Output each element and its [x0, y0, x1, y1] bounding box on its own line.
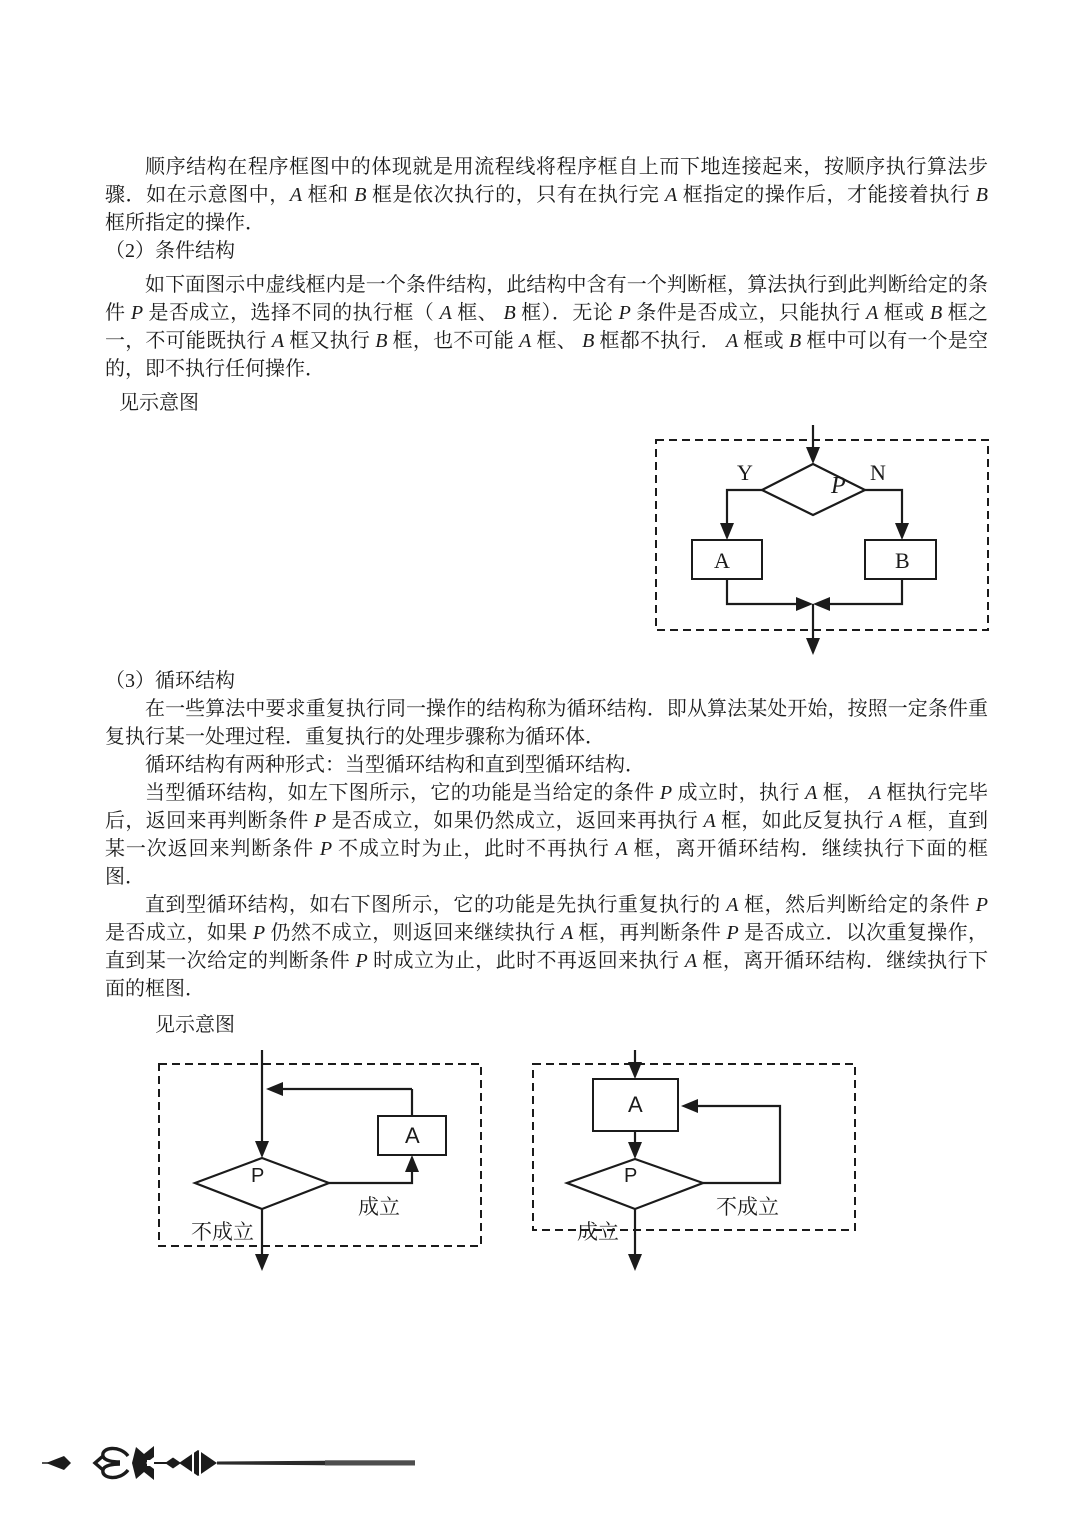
see-diagram-caption-2: 见示意图: [155, 1014, 235, 1036]
process-box-a-label: A: [628, 1092, 643, 1117]
decision-diamond: [762, 464, 865, 515]
yes-branch-arrowhead-icon: [720, 523, 734, 540]
decision-label-p: P: [831, 473, 846, 499]
branch-label-no: N: [870, 460, 886, 485]
footer-ornament: [40, 1440, 420, 1486]
entry-arrowhead-icon: [628, 1062, 642, 1079]
decision-label-p: P: [251, 1165, 265, 1187]
while-loop-flowchart: [125, 1042, 495, 1282]
paragraph-conditional-structure: 如下面图示中虚线框内是一个条件结构，此结构中含有一个判断框，算法执行到此判断给定的条件 P 是否成立，选择不同的执行框（ A 框、 B 框）．无论 P 条件是否成立，只能执行 A 框或 B 框之一，不可能既执行 A 框又执行 B 框，也不可能 A 框、 B 框都不执行． A 框或 B 框中可以有一个是空的，即不执行任何操作．: [105, 274, 989, 380]
heading-loop-structure: （3）循环结构: [105, 670, 235, 692]
entry-arrowhead-icon: [806, 447, 820, 464]
loop-back-arrowhead-icon: [681, 1099, 698, 1113]
exit-arrowhead-icon: [806, 638, 820, 655]
ornament-crown-notch: [147, 1460, 154, 1466]
loop-back-flowline: [696, 1106, 780, 1183]
b-merge-arrowhead-icon: [813, 597, 830, 611]
entry-arrowhead-icon: [255, 1141, 269, 1158]
see-diagram-caption-1: 见示意图: [119, 392, 199, 414]
paragraph-sequence-structure: 顺序结构在程序框图中的体现就是用流程线将程序框自上而下地连接起来，按顺序执行算法步骤．如在示意图中，A 框和 B 框是依次执行的，只有在执行完 A 框指定的操作后，才能接着执行 B 框所指定的操作．: [105, 156, 989, 234]
loop-diagrams-row: [105, 1039, 988, 1284]
b-merge-flowline: [830, 579, 902, 604]
exit-arrowhead-icon: [628, 1254, 642, 1271]
no-branch-arrowhead-icon: [895, 523, 909, 540]
ornament-taper-bar: [325, 1460, 415, 1465]
no-branch-flowline: [865, 490, 902, 524]
paragraph-loop-forms: 循环结构有两种形式：当型循环结构和直到型循环结构．: [145, 754, 645, 776]
decision-entry-arrowhead-icon: [628, 1142, 642, 1159]
conditional-structure-flowchart: [640, 417, 1010, 667]
paragraph-loop-intro: 在一些算法中要求重复执行同一操作的结构称为循环结构．即从算法某处开始，按照一定条件重复执行某一处理过程．重复执行的处理步骤称为循环体．: [105, 698, 988, 748]
process-box-a-label: A: [714, 548, 730, 573]
true-branch-label: 成立: [358, 1195, 400, 1219]
dashed-boundary-box: [533, 1064, 855, 1230]
ornament-taper-line: [217, 1461, 325, 1466]
ornament-heart-scroll-icon: [95, 1448, 128, 1477]
true-branch-label: 成立: [577, 1220, 619, 1244]
exit-arrowhead-icon: [255, 1254, 269, 1271]
false-branch-label: 不成立: [716, 1195, 779, 1219]
decision-label-p: P: [624, 1165, 638, 1187]
until-loop-flowchart: [500, 1042, 870, 1282]
branch-label-yes: Y: [737, 460, 753, 485]
process-box-a-label: A: [405, 1123, 420, 1148]
a-merge-arrowhead-icon: [796, 597, 813, 611]
ornament-small-diamond-icon: [165, 1458, 181, 1469]
loop-back-arrowhead-icon: [266, 1082, 283, 1096]
heading-conditional-structure: （2）条件结构: [105, 240, 235, 262]
a-merge-flowline: [727, 579, 796, 604]
false-branch-label: 不成立: [191, 1220, 254, 1244]
ornament-large-diamond-icon: [179, 1450, 217, 1476]
ornament-leaf-icon: [46, 1456, 71, 1470]
paragraph-while-loop: 当型循环结构，如左下图所示，它的功能是当给定的条件 P 成立时，执行 A 框， A 框执行完毕后，返回来再判断条件 P 是否成立，如果仍然成立，返回来再执行 A 框，如此反复执行 A 框，直到某一次返回来判断条件 P 不成立时为止，此时不再执行 A 框，离开循环结构．继续执行下面的框图．: [105, 782, 989, 888]
yes-branch-flowline: [727, 490, 762, 524]
true-branch-flowline: [329, 1170, 412, 1183]
process-box-b-label: B: [895, 548, 910, 573]
paragraph-until-loop: 直到型循环结构，如右下图所示，它的功能是先执行重复执行的 A 框，然后判断给定的条件 P 是否成立，如果 P 仍然不成立，则返回来继续执行 A 框，再判断条件 P 是否成立．以次重复操作，直到某一次给定的判断条件 P 时成立为止，此时不再返回来执行 A 框，离开循环结构．继续执行下面的框图．: [105, 894, 989, 1000]
true-branch-arrowhead-icon: [405, 1155, 419, 1172]
text-column: [105, 153, 988, 1284]
